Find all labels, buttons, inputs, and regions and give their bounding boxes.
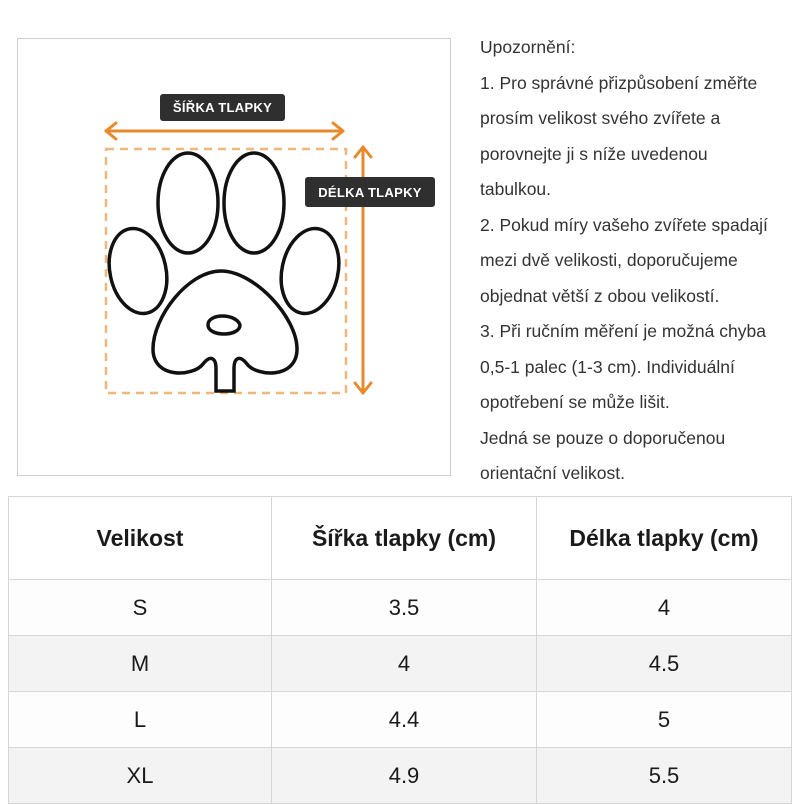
- cell-size: S: [9, 580, 272, 636]
- cell-length: 4.5: [537, 636, 792, 692]
- length-label: DÉLKA TLAPKY: [305, 177, 435, 207]
- cell-length: 5.5: [537, 748, 792, 804]
- notice-line: Jedná se pouze o doporučenou: [480, 427, 726, 448]
- cell-size: XL: [9, 748, 272, 804]
- table-row: [9, 692, 792, 748]
- size-table: [8, 496, 792, 804]
- notice-line: tabulkou.: [480, 179, 552, 199]
- notice-line: 1. Pro správné přizpůsobení změřte: [480, 72, 758, 93]
- notice-line: opotřebení se může lišit.: [480, 392, 670, 412]
- cell-length: 4: [537, 580, 792, 636]
- cell-width: 3.5: [272, 580, 537, 636]
- notice-line: 2. Pokud míry vašeho zvířete spadají: [480, 214, 768, 235]
- notice-line: orientační velikost.: [480, 463, 625, 483]
- notice-line: 0,5-1 palec (1-3 cm). Individuální: [480, 356, 735, 377]
- paw-diagram: [17, 38, 451, 476]
- notice-text: [480, 30, 798, 492]
- notice-line: porovnejte ji s níže uvedenou: [480, 143, 708, 164]
- notice-line: objednat větší z obou velikostí.: [480, 285, 720, 306]
- notice-line: 3. Při ručním měření je možná chyba: [480, 321, 766, 341]
- table-header-row: [9, 497, 792, 580]
- header-size: Velikost: [9, 497, 272, 580]
- header-length: Délka tlapky (cm): [537, 497, 792, 580]
- table-row: [9, 580, 792, 636]
- cell-width: 4: [272, 636, 537, 692]
- cell-width: 4.4: [272, 692, 537, 748]
- cell-width: 4.9: [272, 748, 537, 804]
- cell-size: L: [9, 692, 272, 748]
- cell-size: M: [9, 636, 272, 692]
- header-width: Šířka tlapky (cm): [272, 497, 537, 580]
- table-row: [9, 636, 792, 692]
- notice-line: mezi dvě velikosti, doporučujeme: [480, 250, 738, 270]
- width-arrow: [106, 123, 343, 139]
- width-label: ŠÍŘKA TLAPKY: [160, 94, 285, 121]
- cell-length: 5: [537, 692, 792, 748]
- notice-heading: Upozornění:: [480, 37, 576, 57]
- table-row: [9, 748, 792, 804]
- notice-line: prosím velikost svého zvířete a: [480, 108, 721, 128]
